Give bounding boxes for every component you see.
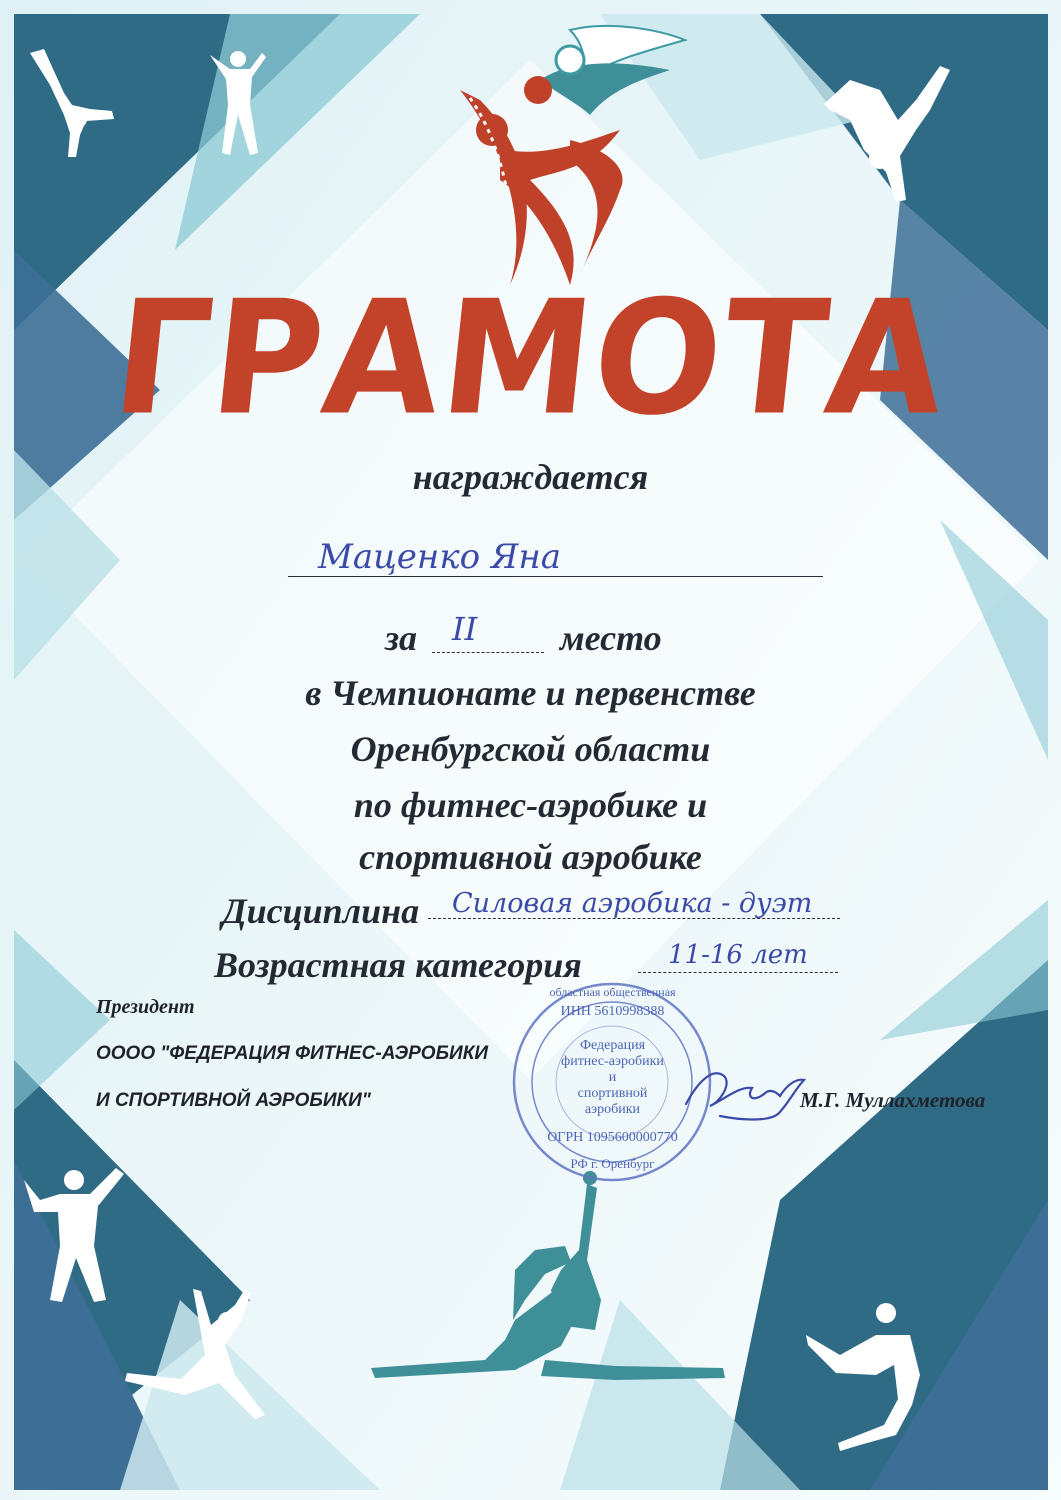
gymnast-silhouette-icon: [820, 60, 960, 210]
gymnast-silhouette-icon: [20, 1150, 130, 1310]
aerobics-logo-icon: [440, 20, 690, 290]
stamp-line-5: аэробики: [584, 1102, 641, 1117]
president-title: Президент: [96, 996, 195, 1018]
place-suffix: место: [560, 618, 662, 658]
stamp-line-4: спортивной: [577, 1086, 648, 1101]
org-line-2: И СПОРТИВНОЙ АЭРОБИКИ": [96, 1090, 371, 1111]
age-underline: [638, 972, 838, 973]
place-underline: [432, 652, 544, 653]
signature-mark: [680, 1058, 810, 1128]
discipline-underline: [428, 918, 840, 919]
signer-name: М.Г. Муллахметова: [800, 1088, 986, 1112]
recipient-name: Маценко Яна: [318, 537, 562, 577]
gymnast-silhouette-icon: [365, 1170, 735, 1430]
stamp-inn: ИНН 5610998388: [560, 1004, 665, 1019]
recipient-underline: [288, 576, 823, 577]
discipline-value: Силовая аэробика - дуэт: [452, 888, 813, 919]
stamp-line-3: и: [608, 1070, 617, 1085]
event-line-1: в Чемпионате и первенстве: [305, 673, 756, 713]
event-line-2: Оренбургской области: [350, 729, 711, 769]
gymnast-silhouette-icon: [115, 1285, 275, 1425]
event-line-4: спортивной аэробике: [359, 837, 702, 877]
age-value: 11-16 лет: [668, 940, 808, 970]
event-line-3: по фитнес-аэробике и: [353, 785, 708, 825]
gymnast-silhouette-icon: [20, 45, 120, 165]
discipline-label: Дисциплина: [222, 891, 420, 931]
awarded-text: награждается: [412, 457, 649, 497]
org-line-1: ОООО "ФЕДЕРАЦИЯ ФИТНЕС-АЭРОБИКИ: [96, 1043, 489, 1064]
stamp-ogrn: ОГРН 1095600000770: [547, 1130, 678, 1145]
place-prefix: за: [385, 618, 418, 658]
certificate-title: ГРАМОТА: [105, 267, 956, 451]
place-value: II: [452, 610, 478, 648]
age-label: Возрастная категория: [214, 945, 582, 985]
stamp-ring-top: областная общественная: [549, 985, 676, 999]
stamp-line-2: фитнес-аэробики: [561, 1054, 664, 1069]
gymnast-silhouette-icon: [200, 45, 270, 160]
gymnast-silhouette-icon: [800, 1295, 940, 1455]
stamp-city: РФ г. Оренбург: [570, 1156, 655, 1171]
stamp-line-1: Федерация: [579, 1038, 646, 1053]
